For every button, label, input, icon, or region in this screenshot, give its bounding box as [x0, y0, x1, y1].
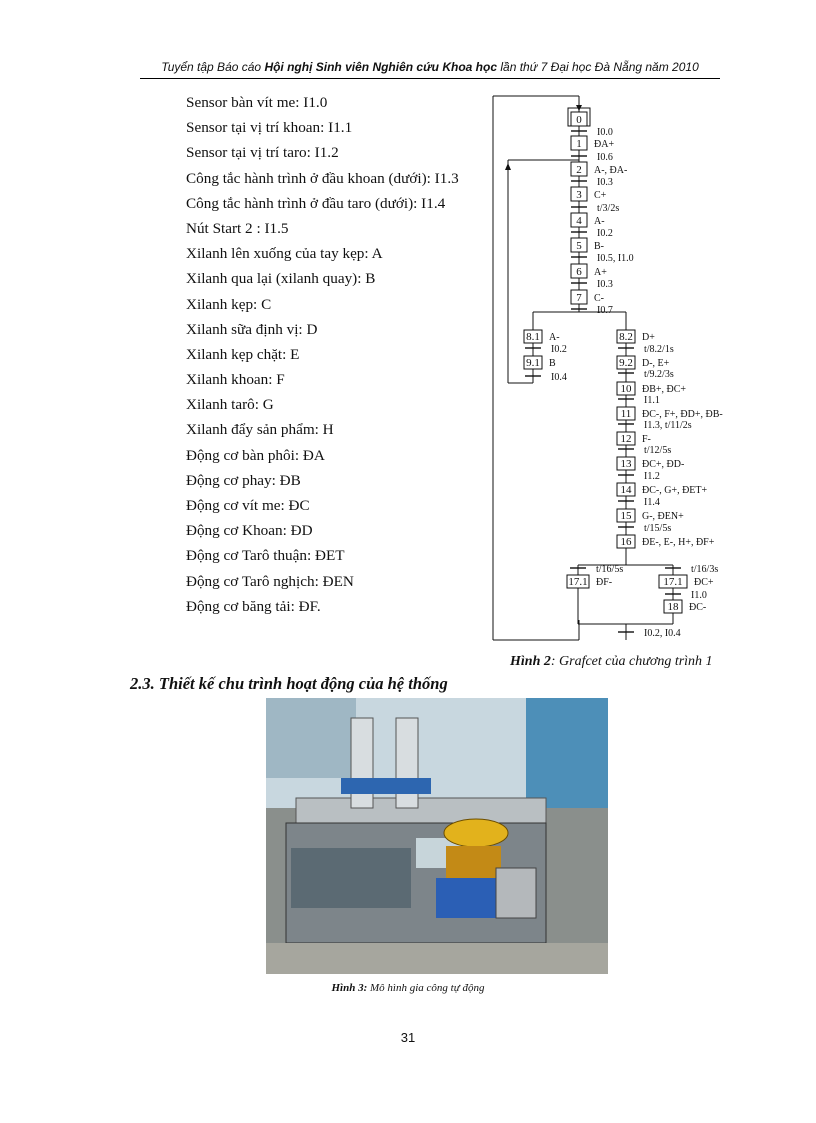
grafcet-step-number: 17.1: [663, 576, 683, 588]
grafcet-step-number: 14: [620, 484, 632, 496]
grafcet-step-action: A-: [594, 216, 605, 227]
grafcet-transition-label: I0.2: [597, 228, 613, 239]
grafcet-step-action: ĐF-: [596, 577, 613, 588]
io-list-item: Nút Start 2 : I1.5: [186, 219, 289, 237]
grafcet-step-action: ĐC+: [694, 577, 714, 588]
grafcet-transition-label: I1.1: [644, 395, 660, 406]
grafcet-transition-label: t/16/3s: [691, 564, 719, 575]
grafcet-step-action: ĐC-: [689, 602, 707, 613]
io-list-item: Sensor tại vị trí khoan: I1.1: [186, 119, 353, 137]
grafcet-step-action: ĐE-, E-, H+, ĐF+: [642, 537, 715, 548]
io-list-item: Xilanh đẩy sản phẩm: H: [186, 421, 334, 439]
grafcet-step-number: 8.1: [526, 331, 540, 343]
io-list-item: Động cơ Tarô thuận: ĐET: [186, 547, 345, 565]
io-list-item: Động cơ bàn phôi: ĐA: [186, 446, 325, 464]
io-list-item: Sensor tại vị trí taro: I1.2: [186, 144, 339, 162]
grafcet-step-number: 8.2: [619, 331, 633, 343]
io-list-item: Công tắc hành trình ở đầu taro (dưới): I1.4: [186, 194, 446, 212]
io-list-item: Động cơ băng tải: ĐF.: [186, 597, 321, 615]
grafcet-transition-label: t/9.2/3s: [644, 369, 674, 380]
grafcet-step-action: A-, ĐA-: [594, 165, 628, 176]
machine-photo: [266, 698, 608, 974]
grafcet-step-number: 9.1: [526, 357, 540, 369]
grafcet-step-action: ĐB+, ĐC+: [642, 384, 687, 395]
grafcet-transition-label: I0.5, I1.0: [597, 253, 634, 264]
io-list-item: Động cơ vít me: ĐC: [186, 497, 310, 514]
io-list-item: Động cơ Tarô nghịch: ĐEN: [186, 572, 354, 590]
io-list-item: Xilanh sữa định vị: D: [186, 320, 318, 338]
grafcet-step-number: 5: [576, 240, 582, 252]
grafcet-step-number: 11: [620, 408, 632, 420]
grafcet-step-action: G-, ĐEN+: [642, 511, 684, 522]
grafcet-step-number: 7: [576, 292, 582, 304]
grafcet-arrow: [505, 163, 511, 170]
grafcet-step-number: 0: [576, 114, 582, 126]
grafcet-transition-label: t/15/5s: [644, 523, 672, 534]
grafcet-transition-label: t/8.2/1s: [644, 344, 674, 355]
io-list-item: Xilanh kẹp chặt: E: [186, 345, 300, 363]
grafcet-step-number: 18: [667, 601, 679, 613]
grafcet-transition-label: I1.4: [644, 497, 660, 508]
grafcet-transition-label: I1.2: [644, 471, 660, 482]
grafcet-transition-label: I0.7: [597, 305, 613, 316]
io-list-item: Sensor bàn vít me: I1.0: [186, 94, 328, 111]
page-number: 31: [400, 1030, 416, 1045]
io-list-item: Công tắc hành trình ở đầu khoan (dưới): I1.3: [186, 169, 459, 187]
io-list-item: Xilanh khoan: F: [186, 371, 285, 389]
grafcet-step-action: B-: [594, 241, 604, 252]
grafcet-step-action: C-: [594, 293, 604, 304]
grafcet-step-number: 9.2: [619, 357, 633, 369]
grafcet-step-action: ĐC-, G+, ĐET+: [642, 485, 708, 496]
grafcet-transition-label: I0.3: [597, 279, 613, 290]
io-list-item: Động cơ Khoan: ĐD: [186, 522, 313, 540]
grafcet-step-action: A-: [549, 332, 560, 343]
grafcet-step-action: F-: [642, 434, 651, 445]
grafcet-step-number: 16: [620, 536, 632, 548]
grafcet-step-number: 1: [576, 138, 582, 150]
grafcet-step-action: C+: [594, 190, 607, 201]
grafcet-step-action: A+: [594, 267, 607, 278]
grafcet-step-action: B: [549, 358, 556, 369]
grafcet-step-action: D-, E+: [642, 358, 670, 369]
io-list-item: Xilanh qua lại (xilanh quay): B: [186, 270, 376, 288]
section-heading: 2.3. Thiết kế chu trình hoạt động của hệ thống: [130, 674, 448, 693]
grafcet-step-number: 17.1: [568, 576, 588, 588]
grafcet-transition-label: t/3/2s: [597, 203, 620, 214]
io-list-item: Xilanh kẹp: C: [186, 295, 272, 313]
grafcet-transition-label: t/12/5s: [644, 445, 672, 456]
io-list-item: Xilanh lên xuống của tay kẹp: A: [186, 245, 383, 263]
grafcet-step-number: 10: [620, 383, 632, 395]
running-header: Tuyển tập Báo cáo Hội nghị Sinh viên Nghiên cứu Khoa học lần thứ 7 Đại học Đà Nẵng năm 2010: [161, 60, 699, 74]
grafcet-transition-label: I1.0: [691, 590, 707, 601]
grafcet-step-number: 6: [576, 266, 582, 278]
grafcet-transition-label: I1.3, t/11/2s: [644, 420, 692, 431]
grafcet-transition-label: I0.3: [597, 177, 613, 188]
grafcet-transition-label: I0.4: [551, 372, 567, 383]
grafcet-transition-label: I0.6: [597, 152, 613, 163]
grafcet-step-action: ĐC-, F+, ĐD+, ĐB-: [642, 409, 723, 420]
grafcet-step-number: 13: [620, 458, 632, 470]
io-list-item: Xilanh tarô: G: [186, 396, 274, 414]
grafcet-step-action: D+: [642, 332, 655, 343]
grafcet-transition-label: I0.2: [551, 344, 567, 355]
figure-2-caption: Hình 2: Grafcet của chương trình 1: [510, 654, 713, 669]
grafcet-transition-label: I0.2, I0.4: [644, 628, 681, 639]
grafcet-step-number: 15: [620, 510, 632, 522]
grafcet-step-number: 12: [620, 433, 632, 445]
grafcet-step-number: 4: [576, 215, 582, 227]
grafcet-step-action: ĐC+, ĐD-: [642, 459, 685, 470]
grafcet-step-action: ĐA+: [594, 139, 615, 150]
grafcet-transition-label: t/16/5s: [596, 564, 624, 575]
io-list-item: Động cơ phay: ĐB: [186, 471, 301, 489]
grafcet-transition-label: I0.0: [597, 127, 613, 138]
figure-3-caption: Hình 3: Mô hình gia công tự động: [331, 982, 485, 994]
grafcet-step-number: 2: [576, 164, 582, 176]
grafcet-step-number: 3: [576, 189, 582, 201]
